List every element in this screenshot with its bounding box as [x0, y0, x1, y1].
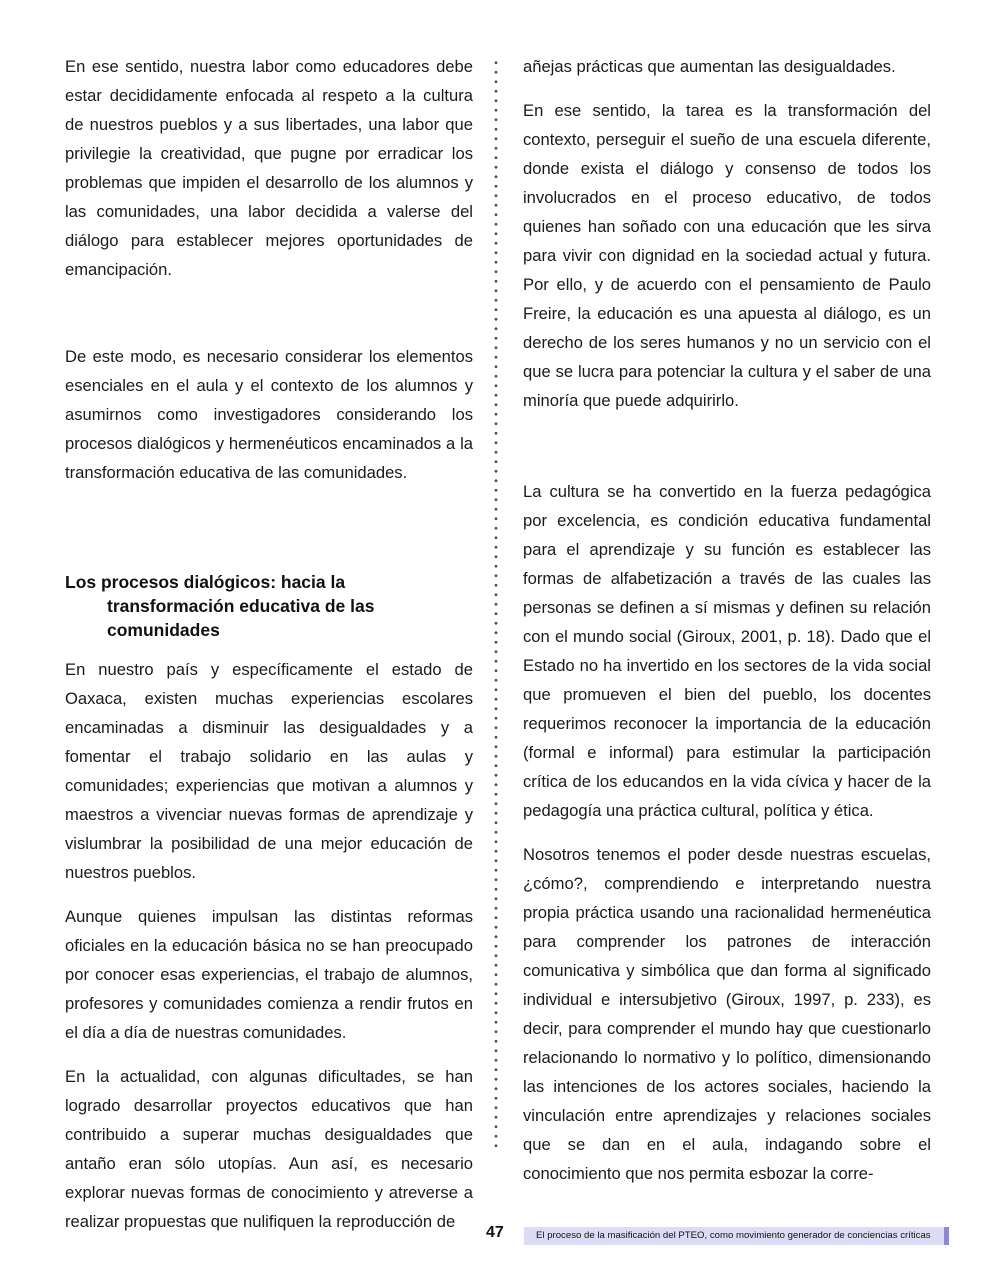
- paragraph: añejas prácticas que aumentan las desigualdades.: [523, 57, 896, 76]
- paragraph: En nuestro país y específicamente el estado de Oaxaca, existen muchas experiencias escolares encaminadas a disminuir las desigualdades y a fomentar el trabajo solidario en las aulas y comunidades; experiencias que motivan a alumnos y maestros a vivenciar nuevas formas de aprendizaje y vislumbrar la posibilidad de una mejor educación de nuestros pueblos.: [65, 660, 473, 882]
- right-column: [523, 52, 931, 1203]
- left-column: [65, 52, 473, 1251]
- paragraph: Nosotros tenemos el poder desde nuestras escuelas, ¿cómo?, comprendiendo e interpretando nuestra propia práctica usando una racionalidad hermenéutica para comprender los patrones de interacción comunicativa y simbólica que dan forma al significado individual e intersubjetivo (Giroux, 1997, p. 233), es decir, para comprender el mundo hay que cuestionarlo relacionando lo normativo y lo político, dimensionando las intenciones de los actores sociales, haciendo la vinculación entre aprendizajes y relaciones sociales que se dan en el aula, indagando sobre el conocimiento que nos permita esbozar la corre-: [523, 845, 931, 1183]
- paragraph: En la actualidad, con algunas dificultades, se han logrado desarrollar proyectos educativos que han contribuido a superar muchas desigualdades que antaño eran sólo utopías. Aun así, es necesario explorar nuevas formas de conocimiento y atreverse a realizar propuestas que nulifiquen la reproducción de: [65, 1067, 473, 1231]
- running-title: El proceso de la masificación del PTEO, como movimiento generador de conciencias críticas: [524, 1227, 949, 1245]
- page-footer: [0, 1222, 990, 1252]
- section-heading: Los procesos dialógicos: hacia la transformación educativa de las comunidades: [65, 572, 375, 640]
- paragraph: La cultura se ha convertido en la fuerza pedagógica por excelencia, es condición educativa fundamental para el aprendizaje y su función es establecer las formas de alfabetización a través de las cuales las personas se definen a sí mismas y definen su relación con el mundo social (Giroux, 2001, p. 18). Dado que el Estado no ha invertido en los sectores de la vida social que promueven el bien del pueblo, los docentes requerimos reconocer la importancia de la educación (formal e informal) para estimular la participación crítica de los educandos en la vida cívica y hacer de la pedagogía una práctica cultural, política y ética.: [523, 482, 931, 820]
- paragraph: Aunque quienes impulsan las distintas reformas oficiales en la educación básica no se han preocupado por conocer esas experiencias, el trabajo de alumnos, profesores y comunidades comienza a rendir frutos en el día a día de nuestras comunidades.: [65, 907, 473, 1042]
- column-divider: [494, 58, 498, 1148]
- page-number: 47: [486, 1224, 504, 1241]
- paragraph: En ese sentido, nuestra labor como educadores debe estar decididamente enfocada al respeto a la cultura de nuestros pueblos y a sus libertades, una labor que privilegie la creatividad, que pugne por erradicar los problemas que impiden el desarrollo de los alumnos y las comunidades, una labor decidida a valerse del diálogo para establecer mejores oportunidades de emancipación.: [65, 57, 473, 279]
- paragraph: De este modo, es necesario considerar los elementos esenciales en el aula y el contexto de los alumnos y asumirnos como investigadores considerando los procesos dialógicos y hermenéuticos encaminados a la transformación educativa de las comunidades.: [65, 347, 473, 482]
- paragraph: En ese sentido, la tarea es la transformación del contexto, perseguir el sueño de una escuela diferente, donde exista el diálogo y consenso de todos los involucrados en el proceso educativo, de todos quienes han soñado con una educación que les sirva para vivir con dignidad en la sociedad actual y futura. Por ello, y de acuerdo con el pensamiento de Paulo Freire, la educación es una apuesta al diálogo, es un derecho de los seres humanos y no un servicio con el que se lucra para potenciar la cultura y el saber de una minoría que puede adquirirlo.: [523, 101, 931, 410]
